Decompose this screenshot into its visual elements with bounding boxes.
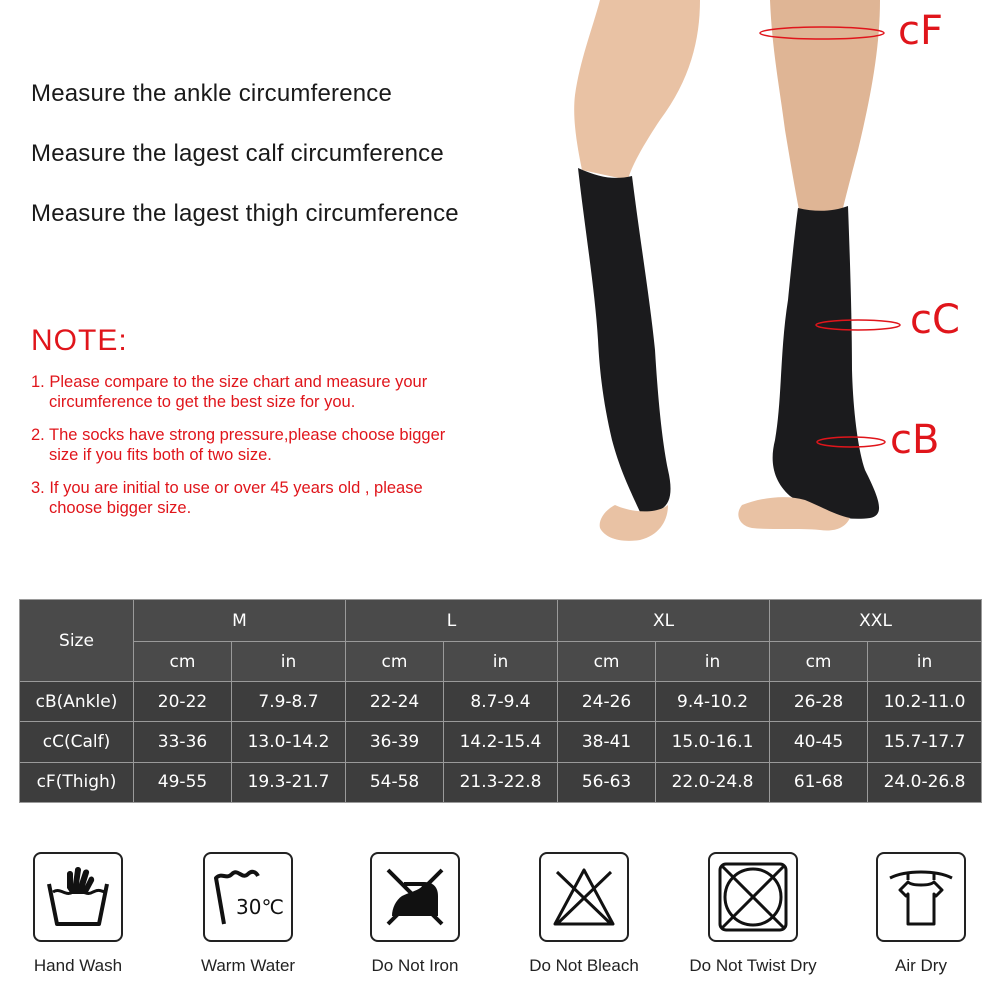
care-item-hand-wash [8,852,148,976]
leg-illustration [545,0,1000,560]
care-label: Do Not Iron [371,956,459,975]
table-cell: 54-58 [346,762,444,802]
size-xxl-header: XXL [770,600,982,642]
do-not-twist-dry-icon [716,860,790,934]
instruction-thigh: Measure the lagest thigh circumference [31,200,459,227]
do-not-iron-icon [380,862,450,932]
do-not-bleach-icon [549,862,619,932]
unit-header: cm [346,642,444,682]
care-label: Do Not Twist Dry [689,956,817,975]
air-dry-icon [886,862,956,932]
size-header: Size [20,600,134,682]
table-cell: 49-55 [134,762,232,802]
table-cell: 33-36 [134,722,232,762]
care-item-air-dry [851,852,991,976]
care-label: Warm Water [200,956,296,975]
calf-label: cC [910,297,960,343]
table-cell: 56-63 [558,762,656,802]
unit-header: in [232,642,346,682]
size-xl-header: XL [558,600,770,642]
unit-header: in [868,642,982,682]
hand-wash-icon [43,862,113,932]
table-cell: 40-45 [770,722,868,762]
table-cell: 13.0-14.2 [232,722,346,762]
care-label: Hand Wash [33,956,123,975]
care-item-do-not-bleach [514,852,654,976]
table-row [20,762,982,802]
care-item-do-not-iron [345,852,485,976]
table-cell: 36-39 [346,722,444,762]
unit-header: cm [134,642,232,682]
note-item-2: 2. The socks have strong pressure,please choose bigger size if you fits both of two size. [31,426,446,464]
size-l-header: L [346,600,558,642]
table-cell: 24.0-26.8 [868,762,982,802]
table-row [20,722,982,762]
note-item-3: 3. If you are initial to use or over 45 years old , please choose bigger size. [31,479,423,517]
table-cell: 7.9-8.7 [232,682,346,722]
table-cell: 38-41 [558,722,656,762]
unit-header: in [444,642,558,682]
table-cell: 24-26 [558,682,656,722]
table-cell: 26-28 [770,682,868,722]
size-m-header: M [134,600,346,642]
temperature-text: 30℃ [236,895,284,919]
table-cell: 19.3-21.7 [232,762,346,802]
table-cell: 14.2-15.4 [444,722,558,762]
care-item-warm-water [178,852,318,976]
table-row [20,682,982,722]
note-item-1: 1. Please compare to the size chart and measure your circumference to get the best size for you. [31,373,428,411]
note-title: NOTE: [31,324,128,357]
unit-header: in [656,642,770,682]
table-cell: 22-24 [346,682,444,722]
table-cell: 9.4-10.2 [656,682,770,722]
table-cell: 8.7-9.4 [444,682,558,722]
instruction-calf: Measure the lagest calf circumference [31,140,444,167]
table-cell: 15.7-17.7 [868,722,982,762]
warm-water-icon [210,862,286,932]
table-cell: 15.0-16.1 [656,722,770,762]
instruction-ankle: Measure the ankle circumference [31,80,393,107]
table-cell: 61-68 [770,762,868,802]
unit-header: cm [770,642,868,682]
table-cell: 10.2-11.0 [868,682,982,722]
table-cell: 20-22 [134,682,232,722]
row-label: cF(Thigh) [20,762,134,802]
size-chart-table [19,599,982,803]
table-cell: 22.0-24.8 [656,762,770,802]
table-cell: 21.3-22.8 [444,762,558,802]
unit-header: cm [558,642,656,682]
ankle-label: cB [890,417,940,463]
row-label: cC(Calf) [20,722,134,762]
care-label: Do Not Bleach [529,956,639,975]
care-item-do-not-twist-dry [683,852,823,976]
care-label: Air Dry [895,956,947,975]
thigh-label: cF [898,8,943,54]
row-label: cB(Ankle) [20,682,134,722]
